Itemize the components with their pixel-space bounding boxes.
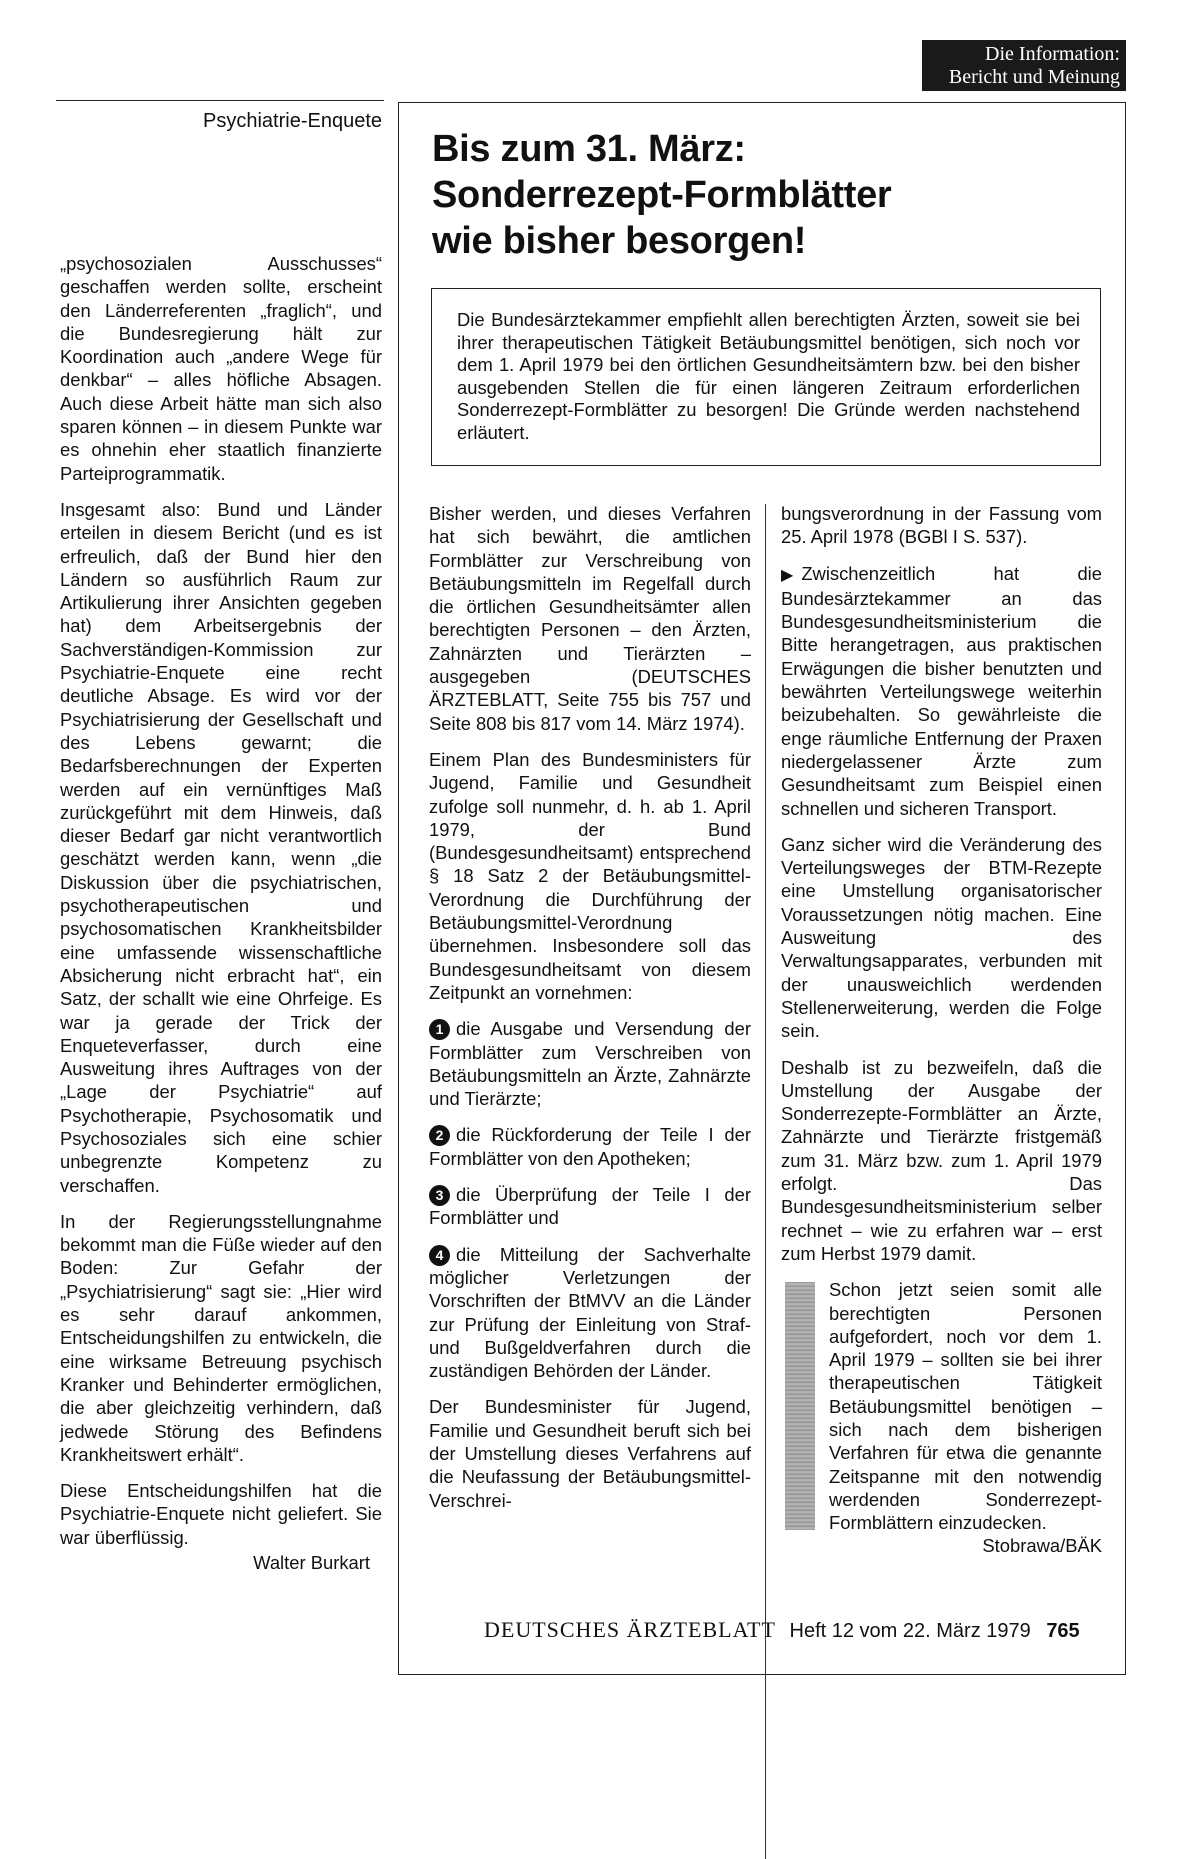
section-label: Psychiatrie-Enquete <box>203 110 382 132</box>
badge-line-1: Die Information: <box>985 43 1120 65</box>
right-paragraph-3: Ganz sicher wird die Veränderung des Verteilungsweges der BTM-Rezepte eine Umstellung organisatorischer Voraussetzungen nötig machen. Eine Ausweitung des Verwaltungsapparates, verbunden mit der unausweichlich werdenden Stellenerweiterung, werden die Folge sein. <box>781 833 1102 1042</box>
left-signature: Walter Burkart <box>253 1552 370 1574</box>
section-badge <box>922 40 1126 91</box>
number-2-icon: 2 <box>429 1125 450 1146</box>
list-item <box>429 1123 751 1170</box>
footer-journal: DEUTSCHES ÄRZTEBLATT <box>484 1617 776 1642</box>
headline-line-3: wie bisher besorgen! <box>432 220 807 262</box>
middle-paragraph-2: Einem Plan des Bundesministers für Jugend, Familie und Gesundheit zufolge soll nunmehr, d. h. ab 1. April 1979, der Bund (Bundesgesundheitsamt) entsprechend § 18 Satz 2 der Betäubungsmittel-Verordnung die Durchführung der Betäubungsmittel-Verordnung übernehmen. Insbesondere soll das Bundesgesundheitsamt von diesem Zeitpunkt an vornehmen: <box>429 748 751 1003</box>
closing-quote <box>781 1278 1102 1558</box>
list-item <box>429 1017 751 1110</box>
right-paragraph-4: Deshalb ist zu bezweifeln, daß die Umstellung der Ausgabe der Sonderrezepte-Formblätter an Ärzte, Zahnärzte und Tierärzte fristgemäß zum 31. März bzw. zum 1. April 1979 erfolgt. Das Bundesgesundheitsministerium selber rechnet – wie zu erfahren war – erst zum Herbst 1979 damit. <box>781 1056 1102 1264</box>
middle-paragraph-1: Bisher werden, und dieses Verfahren hat sich bewährt, die amtlichen Formblätter zur Verschreibung von Betäubungsmitteln im Regelfall durch die örtlichen Gesundheitsämter allen berechtigten Personen – den Ärzten, Zahnärzten und Tierärzten – ausgegeben (DEUTSCHES ÄRZTEBLATT, Seite 755 bis 757 und Seite 808 bis 817 vom 14. März 1974). <box>429 503 751 734</box>
right-paragraph-2 <box>781 562 1102 820</box>
list-item-text: die Mitteilung der Sachverhalte möglicher Verletzungen der Vorschriften der BtMVV an die Länder zur Prüfung der Einleitung von Straf- und Bußgeldverfahren durch die zuständigen Behörden der Länder. <box>429 1243 751 1382</box>
list-item <box>429 1243 751 1383</box>
middle-column <box>429 502 751 1525</box>
top-rule <box>56 100 384 101</box>
footer-issue: Heft 12 vom 22. März 1979 <box>789 1620 1031 1642</box>
right-column <box>781 502 1102 1558</box>
right-paragraph-2-text: Zwischenzeitlich hat die Bundesärztekammer an das Bundesgesundheitsministerium die Bitte herangetragen, aus praktischen Erwägungen die bisher benutzten und bewährten Verteilungswege weiterhin beizubehalten. So gewährleiste die enge räumliche Entfernung der Praxen niedergelassener Ärzte zum Gesundheitsamt zum Beispiel einen schnellen und sicheren Transport. <box>781 562 1102 819</box>
list-item-text: die Rückforderung der Teile I der Formblätter von den Apotheken; <box>429 1124 751 1169</box>
left-column <box>60 252 382 1574</box>
quote-signature: Stobrawa/BÄK <box>982 1535 1102 1557</box>
headline-line-1: Bis zum 31. März: <box>432 128 746 170</box>
column-divider <box>765 504 766 1859</box>
triangle-bullet-icon: ▶ <box>781 566 794 584</box>
number-1-icon: 1 <box>429 1019 450 1040</box>
article-headline <box>432 126 1112 264</box>
badge-line-2: Bericht und Meinung <box>948 66 1120 88</box>
list-item <box>429 1183 751 1230</box>
left-paragraph-4: Diese Entscheidungshilfen hat die Psychiatrie-Enquete nicht geliefert. Sie war überflüssig. <box>60 1480 382 1548</box>
number-4-icon: 4 <box>429 1245 450 1266</box>
quote-bar-decoration <box>785 1282 815 1530</box>
number-3-icon: 3 <box>429 1185 450 1206</box>
left-paragraph-2: Insgesamt also: Bund und Länder erteilen in diesem Bericht (und es ist erfreulich, daß der Bund hier den Ländern so ausführlich Raum zur Artikulierung ihrer Ansichten gegeben hat) dem Arbeitsergebnis der Sachverständigen-Kommission zur Psychiatrie-Enquete eine recht deutliche Absage. Es wird vor der Psychiatrisierung der Gesellschaft und des Lebens gewarnt; die Bedarfsberechnungen der Experten werden auf ein vernünftiges Maß zurückgeführt mit dem Hinweis, daß dieser Bedarf gar nicht verantwortlich geschätzt werden kann, wenn „die Diskussion über die psychiatrischen, psychotherapeutischen und psychosomatischen Krankheitsbilder eine umfassende wissenschaftliche Absicherung nicht erbracht hat“, ein Satz, der schallt wie eine Ohrfeige. Es war ja gerade der Trick der Enqueteverfasser, durch eine Ausweitung ihres Auftrages von der „Lage der Psychiatrie“ auf Psychotherapie, Psychosomatik und Psychosoziales sich eine schier unbegrenzte Kompetenz zu verschaffen. <box>60 498 382 1196</box>
left-paragraph-1: „psychosozialen Ausschusses“ geschaffen werden sollte, erscheint den Länderreferenten „fraglich“, und die Bundesregierung hält zur Koordination auch „andere Wege für denkbar“ – alles höfliche Absagen. Auch diese Arbeit hätte man sich also sparen können – in diesem Punkte war es ohnehin eher staatlich finanzierte Parteiprogrammatik. <box>60 253 382 484</box>
list-item-text: die Überprüfung der Teile I der Formblätter und <box>429 1184 751 1229</box>
list-item-text: die Ausgabe und Versendung der Formblätter zum Verschreiben von Betäubungsmitteln an Ärzte, Zahnärzte und Tierärzte; <box>429 1018 751 1110</box>
page-number: 765 <box>1046 1620 1080 1642</box>
headline-line-2: Sonderrezept-Formblätter <box>432 174 892 216</box>
intro-callout: Die Bundesärztekammer empfiehlt allen berechtigten Ärzten, soweit sie bei ihrer therapeutischen Tätigkeit Betäubungsmittel benötigen, sich noch vor dem 1. April 1979 bei den örtlichen Gesundheitsämtern bzw. bei den bisher ausgebenden Stellen die für einen längeren Zeitraum erforderlichen Sonderrezept-Formblätter zu besorgen! Die Gründe werden nachstehend erläutert. <box>431 288 1101 466</box>
left-paragraph-3: In der Regierungsstellungnahme bekommt man die Füße wieder auf den Boden: Zur Gefahr der „Psychiatrisierung“ sagt sie: „Hier wird es sehr darauf ankommen, Entscheidungshilfen zu entwickeln, die eine wirksame Betreuung psychisch Kranker und Behinderter ermöglichen, die aber gleichzeitig verhindern, daß jedwede Störung des Befindens Krankheitswert erhält“. <box>60 1210 382 1465</box>
quote-text: Schon jetzt seien somit alle berechtigten Personen aufgefordert, noch vor dem 1. April 1979 – sollten sie bei ihrer therapeutischen Tätigkeit Betäubungsmittel benötigen – sich nach dem bisherigen Verfahren für etwa die genannte Zeitspanne mit den notwendig werdenden Sonderrezept-Formblättern einzudecken. <box>829 1279 1102 1534</box>
middle-paragraph-3: Der Bundesminister für Jugend, Familie und Gesundheit beruft sich bei der Umstellung dieses Verfahrens auf die Neufassung der Betäubungsmittel-Verschrei- <box>429 1396 751 1511</box>
right-paragraph-1: bungsverordnung in der Fassung vom 25. April 1978 (BGBl I S. 537). <box>781 503 1102 548</box>
page-footer <box>484 1617 1124 1643</box>
